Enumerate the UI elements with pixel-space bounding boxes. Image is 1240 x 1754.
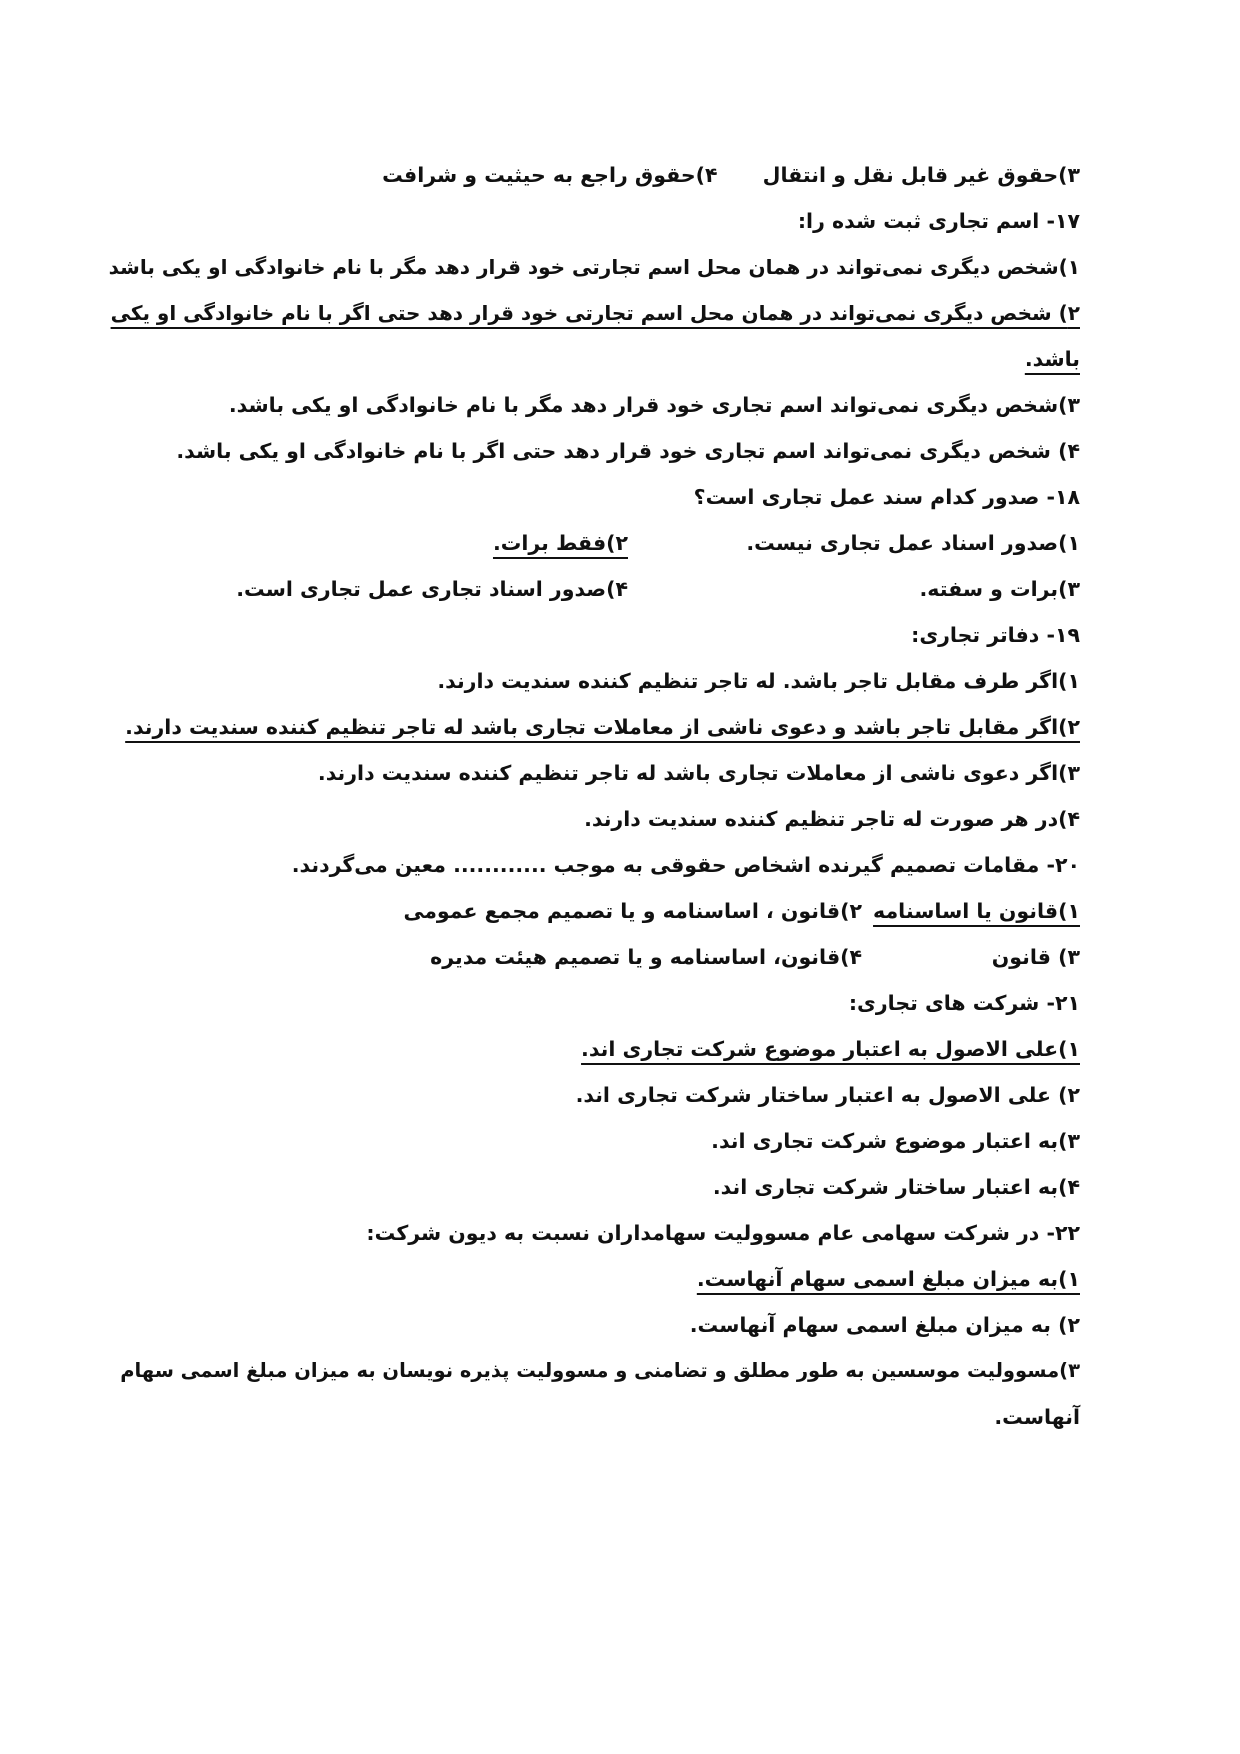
q20-option-3: ۳) قانون [991,945,1080,969]
q20-option-1: ۱)قانون یا اساسنامه [873,899,1080,923]
q17-option-2-line-2 [100,342,1080,376]
q18-option-1: ۱)صدور اسناد عمل تجاری نیست. [746,531,1080,555]
q21-question: ۲۱- شرکت های تجاری: [848,991,1080,1015]
q16-option-3: ۳)حقوق غیر قابل نقل و انتقال [762,163,1080,187]
q19-option-2-text: ۲)اگر مقابل تاجر باشد و دعوی ناشی از معاملات تجاری باشد له تاجر تنظیم کننده سندیت دارند. [125,715,1080,739]
q19-option-3: ۳)اگر دعوی ناشی از معاملات تجاری باشد له تاجر تنظیم کننده سندیت دارند. [317,761,1080,785]
q17-question: ۱۷- اسم تجاری ثبت شده را: [797,209,1080,233]
q17-option-2-line-1 [100,296,1080,330]
q20-option-4: ۴)قانون، اساسنامه و یا تصمیم هیئت مدیره [430,945,862,969]
q18-option-2: ۲)فقط برات. [492,531,628,555]
q18-option-3: ۳)برات و سفته. [919,577,1080,601]
q21-option-4: ۴)به اعتبار ساختار شرکت تجاری اند. [712,1175,1080,1199]
q20-question: ۲۰- مقامات تصمیم گیرنده اشخاص حقوقی به موجب ............ معین می‌گردند. [291,853,1080,877]
q22-question: ۲۲- در شرکت سهامی عام مسوولیت سهامداران نسبت به دیون شرکت: [366,1221,1080,1245]
q21-option-1 [100,1032,1080,1066]
q19-question: ۱۹- دفاتر تجاری: [911,623,1080,647]
q18-question: ۱۸- صدور کدام سند عمل تجاری است؟ [693,485,1080,509]
q17-option-4: ۴) شخص دیگری نمی‌تواند اسم تجاری خود قرار دهد حتی اگر با نام خانوادگی او یکی باشد. [176,439,1080,463]
q18-option-4: ۴)صدور اسناد تجاری عمل تجاری است. [236,577,628,601]
q21-option-2: ۲) علی الاصول به اعتبار ساختار شرکت تجاری اند. [575,1083,1080,1107]
q22-option-3-line-1: ۳)مسوولیت موسسین به طور مطلق و تضامنی و مسوولیت پذیره نویسان به میزان مبلغ اسمی سهام [120,1359,1080,1382]
q22-option-1 [100,1262,1080,1296]
q21-option-1-text: ۱)علی الاصول به اعتبار موضوع شرکت تجاری اند. [581,1037,1080,1061]
q21-option-3: ۳)به اعتبار موضوع شرکت تجاری اند. [711,1129,1080,1153]
q22-option-1-text: ۱)به میزان مبلغ اسمی سهام آنهاست. [696,1267,1080,1291]
q17-option-2-text-cont: باشد. [1024,347,1080,371]
q22-option-3-line-2: آنهاست. [994,1405,1080,1429]
q17-option-3: ۳)شخص دیگری نمی‌تواند اسم تجاری خود قرار دهد مگر با نام خانوادگی او یکی باشد. [228,393,1080,417]
q17-option-2-text: ۲) شخص دیگری نمی‌تواند در همان محل اسم تجارتی خود قرار دهد حتی اگر با نام خانوادگی او یکی [110,301,1080,325]
q16-option-4: ۴)حقوق راجع به حیثیت و شرافت [382,163,718,187]
q20-option-2: ۲)قانون ، اساسنامه و یا تصمیم مجمع عمومی [403,899,862,923]
q22-option-2: ۲) به میزان مبلغ اسمی سهام آنهاست. [689,1313,1080,1337]
q17-option-1: ۱)شخص دیگری نمی‌تواند در همان محل اسم تجارتی خود قرار دهد مگر با نام خانوادگی او یکی باشد [108,255,1080,279]
q16-options-3-4 [100,158,1080,192]
q19-option-2 [100,710,1080,744]
q19-option-4: ۴)در هر صورت له تاجر تنظیم کننده سندیت دارند. [584,807,1080,831]
q19-option-1: ۱)اگر طرف مقابل تاجر باشد. له تاجر تنظیم کننده سندیت دارند. [437,669,1080,693]
